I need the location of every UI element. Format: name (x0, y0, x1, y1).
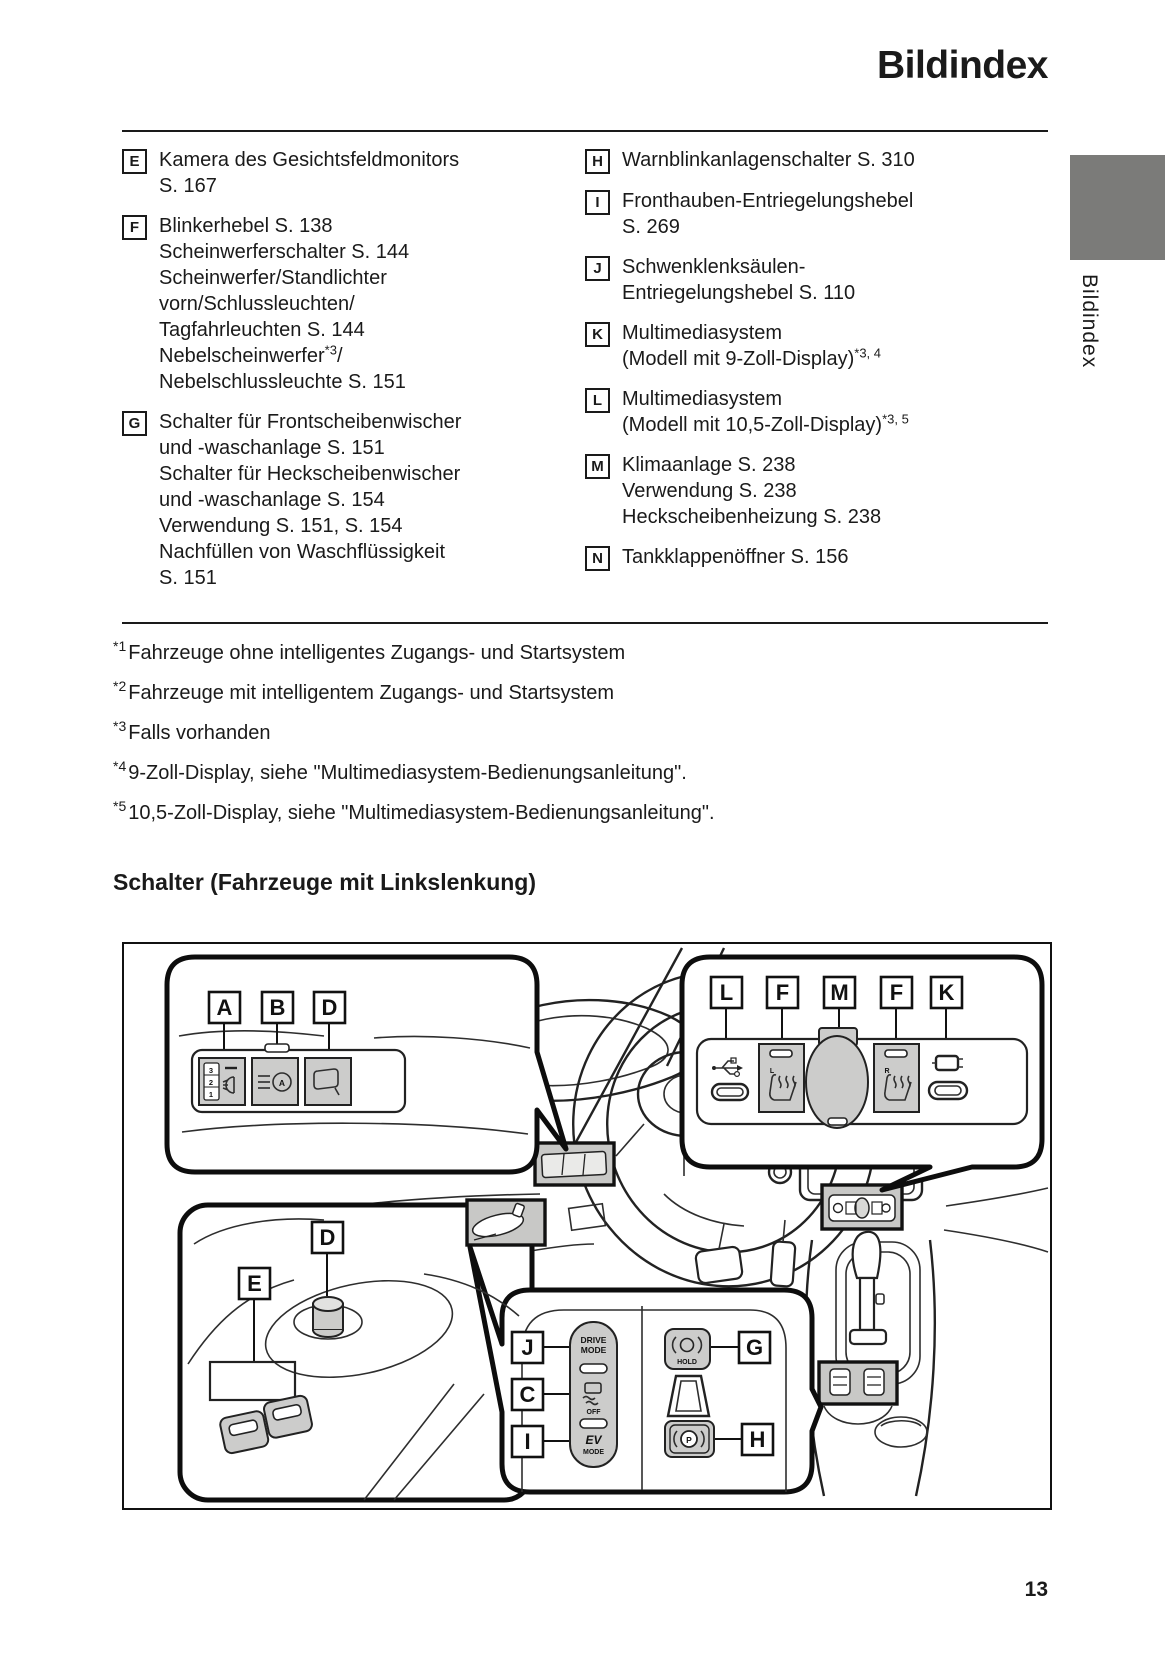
shift-base (850, 1330, 886, 1344)
seat-right-letter: R (884, 1068, 890, 1075)
shift-shaft (860, 1278, 874, 1330)
index-line: Schwenklenksäulen- (622, 256, 806, 278)
footnote-marker: *1 (113, 638, 127, 655)
column-card (569, 1204, 606, 1231)
index-line: Tagfahrleuchten S. 144 (159, 319, 365, 341)
auto-beam-letter: A (278, 1078, 286, 1088)
label-k: K (938, 980, 955, 1005)
mirror-knob-bottom (313, 1330, 343, 1337)
index-line: Nebelschlussleuchte S. 151 (159, 371, 406, 393)
index-line: S. 167 (159, 175, 217, 197)
index-line: und -waschanlage S. 154 (159, 489, 385, 511)
index-line: Blinkerhebel S. 138 (159, 215, 333, 237)
index-letter-box: G (122, 411, 147, 436)
accelerator-pedal (770, 1241, 795, 1286)
climate-dial-center (855, 1198, 869, 1218)
dial-slot (828, 1118, 847, 1125)
index-line: Fronthauben-Entriegelungshebel (622, 190, 914, 212)
index-item-text (622, 254, 855, 306)
chapter-tab (1070, 155, 1165, 260)
index-line: (Modell mit 10,5-Zoll-Display)$^{*3, 5}$ (622, 411, 909, 436)
footnote-marker: *3, 5 (882, 411, 909, 427)
label-j: J (521, 1335, 534, 1360)
footnote-marker: *3, 4 (854, 345, 882, 361)
seat-heater-switch-left (830, 1369, 850, 1395)
index-column-left (122, 147, 585, 605)
index-item (585, 452, 1048, 530)
right-dash-lines (944, 1188, 1048, 1252)
index-item-text (159, 409, 461, 591)
switch-location-diagram-frame (122, 942, 1052, 1510)
index-line: Schalter für Frontscheibenwischer (159, 411, 462, 433)
index-item (585, 544, 1048, 571)
index-line: Nachfüllen von Waschflüssigkeit (159, 541, 446, 563)
pill-slot-1 (580, 1364, 607, 1373)
shift-button (876, 1294, 884, 1304)
footnote-marker: *5 (113, 798, 127, 815)
mirror-fold-switch (305, 1058, 351, 1105)
seat-heater-right-slot (885, 1050, 907, 1057)
index-item-text (622, 452, 881, 530)
seat-heater-switch-right (864, 1369, 884, 1395)
list-bottom-rule (122, 622, 1048, 624)
label-h: H (749, 1427, 766, 1452)
index-letter-box: F (122, 215, 147, 240)
seat-heater-left-slot (770, 1050, 792, 1057)
index-item (585, 386, 1048, 438)
index-letter-box: M (585, 454, 610, 479)
footnote-marker: *3 (324, 342, 337, 358)
label-b: B (269, 995, 286, 1020)
park-letter: P (686, 1435, 692, 1445)
switch-location-diagram (124, 944, 1050, 1508)
footnote: $^{*5}$ 10,5-Zoll-Display, siehe "Multimediasystem-Bedienungsanleitung". (113, 798, 715, 824)
index-line: Klimaanlage S. 238 (622, 454, 796, 476)
indicator-slot (265, 1044, 289, 1052)
index-line: Scheinwerfer/Standlichter (159, 267, 387, 289)
label-d: D (321, 995, 338, 1020)
brake-pedal (695, 1246, 743, 1284)
dial-number: 3 (208, 1066, 214, 1075)
column-line (664, 1194, 744, 1226)
index-item-text (159, 213, 409, 395)
seat-left-letter: L (769, 1068, 775, 1075)
index-item-text (622, 320, 881, 372)
index-item-text (622, 386, 909, 438)
label-m: M (830, 980, 849, 1005)
drive-mode-line1: DRIVE (580, 1335, 607, 1345)
index-line: Tankklappenöffner S. 156 (622, 546, 849, 568)
label-f2: F (889, 980, 904, 1005)
ev-mode-label: MODE (583, 1449, 604, 1456)
index-item (122, 147, 585, 199)
index-line: S. 151 (159, 567, 217, 589)
index-line: Heckscheibenheizung S. 238 (622, 506, 882, 528)
index-item (122, 409, 585, 591)
mirror-knob-top (313, 1297, 343, 1311)
index-letter-box: K (585, 322, 610, 347)
index-item (122, 213, 585, 395)
index-line: Kamera des Gesichtsfeldmonitors (159, 149, 460, 171)
dial-number: 1 (208, 1090, 214, 1099)
index-line: Schalter für Heckscheibenwischer (159, 463, 461, 485)
footnotes-block (113, 640, 1048, 840)
footnote: $^{*2}$ Fahrzeuge mit intelligentem Zugangs- und Startsystem (113, 678, 615, 704)
index-letter-box: L (585, 388, 610, 413)
label-f1: F (775, 980, 790, 1005)
footnote-marker: *2 (113, 678, 127, 695)
index-letter-box: E (122, 149, 147, 174)
image-index-list (122, 147, 1048, 605)
index-line: Nebelscheinwerfer$^{*3}$/ (159, 342, 343, 367)
label-g: G (745, 1335, 764, 1360)
index-item-text (622, 188, 913, 240)
page-number: 13 (1024, 1578, 1048, 1601)
index-letter-box: J (585, 256, 610, 281)
label-c: C (519, 1382, 536, 1407)
index-line: Warnblinkanlagenschalter S. 310 (622, 149, 915, 171)
lower-dash-switch-row (541, 1151, 606, 1177)
index-line: Entriegelungshebel S. 110 (622, 282, 856, 304)
shift-knob (853, 1232, 881, 1278)
center-dial (806, 1036, 868, 1128)
footnote-marker: *4 (113, 758, 127, 775)
label-d2: D (319, 1225, 336, 1250)
callout-door-controls (180, 1205, 532, 1500)
dial-number: 2 (208, 1078, 214, 1087)
index-line: Multimediasystem (622, 388, 783, 410)
footnote: $^{*1}$ Fahrzeuge ohne intelligentes Zugangs- und Startsystem (113, 638, 626, 664)
drive-mode-line2: MODE (580, 1345, 607, 1355)
page-title: Bildindex (876, 44, 1048, 87)
console-edge-right (916, 1240, 935, 1496)
label-e: E (247, 1271, 262, 1296)
hold-label: HOLD (677, 1359, 697, 1366)
header-rule (122, 130, 1048, 132)
index-line: vorn/Schlussleuchten/ (159, 293, 355, 315)
index-item (585, 320, 1048, 372)
index-line: und -waschanlage S. 151 (159, 437, 385, 459)
index-letter-box: I (585, 190, 610, 215)
footnote: $^{*3}$ Falls vorhanden (113, 718, 271, 744)
index-letter-box: N (585, 546, 610, 571)
index-line: Verwendung S. 151, S. 154 (159, 515, 403, 537)
cupholder-line (881, 1421, 921, 1426)
label-a: A (216, 995, 233, 1020)
ev-label: EV (585, 1433, 602, 1447)
index-item (585, 147, 1048, 174)
pill-slot-2 (580, 1419, 607, 1428)
index-item (585, 254, 1048, 306)
index-line: Verwendung S. 238 (622, 480, 797, 502)
index-column-right (585, 147, 1048, 605)
index-item (585, 188, 1048, 240)
chapter-tab-label: Bildindex (1078, 274, 1101, 369)
footnote: $^{*4}$ 9-Zoll-Display, siehe "Multimediasystem-Bedienungsanleitung". (113, 758, 687, 784)
index-line: (Modell mit 9-Zoll-Display)$^{*3, 4}$ (622, 345, 882, 370)
footnote-marker: *3 (113, 718, 127, 735)
index-line: Multimediasystem (622, 322, 783, 344)
index-letter-box: H (585, 149, 610, 174)
index-item-text (159, 147, 459, 199)
label-i: I (524, 1429, 531, 1454)
index-item-text (622, 544, 848, 571)
label-l: L (719, 980, 734, 1005)
section-heading: Schalter (Fahrzeuge mit Linkslenkung) (113, 869, 537, 895)
vsc-off-label: OFF (586, 1409, 601, 1416)
index-item-text (622, 147, 915, 174)
index-line: Scheinwerferschalter S. 144 (159, 241, 410, 263)
index-line: S. 269 (622, 216, 680, 238)
